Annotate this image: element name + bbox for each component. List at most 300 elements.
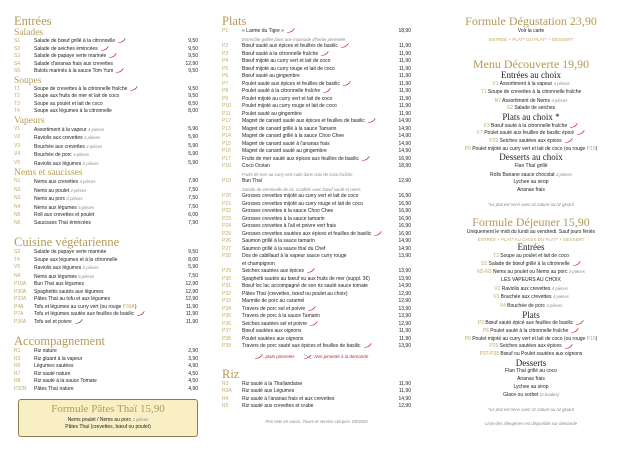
menu-item <box>14 86 198 94</box>
formule-item <box>425 123 637 131</box>
dish-name <box>242 118 387 126</box>
dish-name-text: Raviolis aux légumes <box>34 265 82 271</box>
dish-name-text: Soupe aux fruits de mer et lait de coco <box>34 93 120 99</box>
piece-count: 4 pièces <box>551 285 568 291</box>
menu-item <box>14 126 198 135</box>
menu-item <box>222 306 411 314</box>
dish-name <box>242 291 387 299</box>
dish-price: 13,90 <box>398 275 411 282</box>
dish-code: F7 <box>476 130 483 137</box>
dish-price: 11,90 <box>398 110 411 117</box>
section-heading: Cuisine végétarienne <box>14 235 120 249</box>
dish-code: P32A <box>14 296 27 302</box>
dish-name: Poulet mijoté au curry vert et lait de coco (ou rouge <box>472 335 587 342</box>
dish-code: P3 <box>222 50 229 57</box>
dish-name <box>34 134 174 143</box>
dish-name-text: Bœuf sautées aux oignons <box>242 328 302 334</box>
dish-name <box>34 53 174 61</box>
dish-code: P13 <box>222 125 231 132</box>
section-heading: Nems et saucisses <box>14 168 83 178</box>
chili-pepper-icon <box>115 68 124 73</box>
dish-description-text: Salade de vermicelle de riz, crudités avec bœuf sauté et nems <box>242 186 361 192</box>
dish-name-text: Bouchée aux crevettes <box>34 143 85 150</box>
dish-name <box>34 356 174 364</box>
dish-name-text: Bouchée de porc <box>34 152 72 158</box>
dish-price: 14,90 <box>398 283 411 289</box>
menu-item <box>14 178 198 187</box>
dish-name <box>34 386 174 394</box>
dish-price: 16,90 <box>398 200 411 207</box>
dish-name-text: Magret de canard sauté aux épices et feuilles de basilic <box>242 118 365 124</box>
dish-name <box>242 336 387 344</box>
section-heading: Entrées <box>14 14 52 28</box>
menu-item <box>222 231 411 239</box>
dish-price: 12,90 <box>398 298 411 304</box>
menu-item <box>14 356 198 364</box>
dish-code: P8 <box>222 88 229 94</box>
dish-price: 12,90 <box>398 320 411 327</box>
dish-code: T1 <box>14 85 20 92</box>
dish-name <box>34 178 174 187</box>
piece-count: 4 pièces <box>552 294 569 300</box>
dish-name <box>242 141 387 149</box>
dish-name-text: Riz gluant à la vapeur <box>34 355 83 362</box>
menu-item <box>14 289 198 297</box>
menu-column-right <box>425 14 637 434</box>
dish-price: 11,90 <box>398 328 411 334</box>
dish-code: T4 <box>14 256 20 263</box>
dish-code: P9 <box>464 335 471 342</box>
dish-code: N2 <box>14 186 21 193</box>
footnote: Liste des allergènes est disponible sur demande <box>485 421 577 427</box>
dish-code: S2 <box>14 45 21 52</box>
dish-code: N1 <box>14 178 21 184</box>
piece-count: 4 pièces <box>73 152 90 157</box>
piece-count: 4 pièces <box>87 126 104 132</box>
menu-item <box>222 223 411 231</box>
piece-count: 5 pièces <box>82 265 99 270</box>
dish-code: P32N <box>14 385 27 392</box>
dish-code: P18 <box>222 163 231 169</box>
menu-item <box>14 220 198 228</box>
menu-item <box>222 388 411 396</box>
dish-code: V3 <box>14 142 21 149</box>
formule-item <box>425 277 637 285</box>
dish-code: T1 <box>480 88 487 95</box>
dish-code: N4 <box>14 203 21 210</box>
dish-price: 12,90 <box>185 281 198 287</box>
dish-name <box>242 231 387 239</box>
dish-code: P4 <box>222 58 229 64</box>
dish-price: 12,90 <box>185 60 198 67</box>
dish-name-text: Pâtes Thaï au tofu et aux légumes <box>34 296 111 302</box>
menu-item <box>14 273 198 282</box>
menu-item <box>14 311 198 319</box>
dish-price: 18,90 <box>398 28 411 34</box>
dish-price: 8,50 <box>188 100 198 107</box>
dish-code: P20 <box>222 193 231 199</box>
menu-item <box>222 321 411 329</box>
dish-name <box>34 108 174 116</box>
menu-item <box>14 212 198 220</box>
menu-item <box>222 103 411 111</box>
dish-code: P27 <box>222 245 231 252</box>
menu-item <box>222 73 411 81</box>
dish-name <box>242 156 387 164</box>
dish-price: 12,90 <box>398 178 411 184</box>
dish-name-text: Tofu et légumes sautés aux feuilles de basilic <box>34 311 135 317</box>
dish-code: P30A <box>14 288 27 295</box>
course-heading: Desserts au choix <box>499 152 563 163</box>
dish-code: P39 <box>222 343 231 349</box>
dish-code: R4 <box>222 395 229 402</box>
menu-item <box>222 66 411 74</box>
formule-title: Formule Déjeuner 15,90 <box>472 214 590 229</box>
dish-name-text: Saucisses Thaï émincées <box>34 219 91 226</box>
dish-name: Raviolis aux crevettes <box>501 285 551 292</box>
dish-name-text: Grosses crevettes sautées aux épices et feuilles de basilic <box>242 230 372 237</box>
footnote: *Le plat est servi avec riz nature ou riz gluant <box>488 201 574 207</box>
dish-name-text: Bun Thaï <box>242 178 263 184</box>
dish-name <box>34 46 174 54</box>
menu-item <box>14 296 198 304</box>
menu-item <box>222 141 411 149</box>
dish-name: Soupe au poulet et lait de coco <box>500 252 569 259</box>
dish-name-continued <box>222 261 411 269</box>
menu-column-left <box>14 14 198 437</box>
dish-name-text: Nems aux crevettes <box>34 179 79 185</box>
dish-code: P36 <box>222 320 231 327</box>
dish-name <box>242 283 387 291</box>
chili-pepper-icon <box>575 320 584 325</box>
menu-item <box>14 160 198 169</box>
dish-name-text: Soupe au poulet et lait de coco <box>34 100 103 107</box>
dish-code: V5 <box>14 159 21 166</box>
menu-item <box>222 381 411 389</box>
menu-item <box>222 403 411 411</box>
menu-item <box>14 143 198 152</box>
formule-item <box>425 179 637 187</box>
dish-code: R3 <box>222 380 229 387</box>
dish-name <box>242 148 387 156</box>
dish-price: 14,90 <box>398 140 411 147</box>
dish-price: 13,90 <box>398 253 411 259</box>
dish-name <box>242 43 387 51</box>
dish-name-text: Poulet mijoté au curry rouge et lait de coco <box>242 103 337 109</box>
dish-name <box>242 126 387 134</box>
dish-code: P37-P38 <box>479 351 500 358</box>
dish-code: P19 <box>222 178 231 184</box>
formule-item <box>425 376 637 384</box>
dish-price: 9,50 <box>188 249 198 255</box>
menu-item <box>14 363 198 371</box>
menu-item <box>14 257 198 265</box>
dish-price: 16,90 <box>398 208 411 214</box>
dish-name <box>242 51 387 59</box>
dish-name <box>242 253 387 261</box>
menu-item <box>14 46 198 54</box>
formule-item <box>425 163 637 171</box>
menu-item <box>14 348 198 356</box>
dish-name-text: Légumes sautées <box>34 363 74 369</box>
dish-price: 14,90 <box>398 238 411 244</box>
menu-item <box>222 246 411 254</box>
piece-count: 4 pièces <box>551 97 568 103</box>
dish-code: P2 <box>222 43 229 49</box>
dish-price: 7,90 <box>188 219 198 226</box>
dish-code: P8 <box>482 327 489 334</box>
dish-name: Poulet mijoté au curry vert et lait de coco (ou rouge <box>472 145 587 152</box>
formule-composition: ENTRÉE + PLAT* AU CHOIX DU PLAT* + DESSERT <box>477 237 585 243</box>
menu-item <box>222 208 411 216</box>
dish-code: P2 <box>477 320 484 327</box>
course-heading: Desserts <box>515 357 547 368</box>
menu-item <box>222 201 411 209</box>
dish-code: P28 <box>222 253 231 259</box>
dish-name <box>242 133 387 141</box>
menu-item <box>14 371 198 379</box>
formule-item <box>425 187 637 195</box>
dish-price: 11,90 <box>398 388 411 394</box>
dish-price: 9,50 <box>188 68 198 74</box>
menu-item <box>14 38 198 46</box>
menu-item <box>14 195 198 204</box>
menu-column-middle <box>222 14 411 427</box>
dish-price: 16,90 <box>398 155 411 162</box>
dish-name-text: Soupe de crevettes à la citronnelle fraîche <box>34 85 128 92</box>
dish-name-text: Salade de papaye verte marinée <box>34 249 107 255</box>
dish-price: 4,50 <box>188 378 198 384</box>
dish-name-text: Salade de papaye verte marinée <box>34 53 107 59</box>
dish-price: 5,90 <box>188 264 198 270</box>
dish-name <box>242 178 387 186</box>
dish-code: P35 <box>222 313 231 319</box>
dish-code: P38 <box>222 335 231 342</box>
price-footnote: Prix nets en euros. Taxes et service compris. 05/2020 <box>265 418 368 424</box>
dish-price: 16,90 <box>398 215 411 222</box>
dish-code: P32 <box>222 290 231 297</box>
menu-item <box>222 96 411 104</box>
dish-code: R3A <box>222 388 232 394</box>
formule-item <box>425 28 637 36</box>
dish-code: P21 <box>222 200 231 207</box>
formule-item <box>425 80 637 89</box>
dish-name-text: Bœuf sauté à la citronnelle fraîche <box>242 50 319 57</box>
dish-name-text: Bœuf loc lac accompagné de son riz sauté sauce tomate <box>242 283 368 289</box>
dish-name <box>242 88 387 96</box>
dish-name-continued-text: et champignon <box>242 260 275 267</box>
dish-code: T2 <box>14 93 20 99</box>
dish-name-text: Riz sauté à la Thaïlandaise <box>242 380 303 387</box>
dish-code: P22 <box>222 208 231 214</box>
dish-name <box>34 151 174 160</box>
formule-item <box>425 343 637 351</box>
formule-item <box>425 171 637 180</box>
dish-price: 14,90 <box>398 118 411 124</box>
dish-name: Flan Thaï grillé au coco <box>505 368 557 375</box>
dish-name: Lychee au sirop <box>513 383 549 390</box>
chili-pepper-icon <box>570 328 579 333</box>
dish-price: 9,50 <box>188 38 198 44</box>
dish-name-text: Bulots marinés à la sauce Tom Yum <box>34 68 114 74</box>
dish-code: P25 <box>222 230 231 237</box>
spacer <box>425 43 637 55</box>
dish-name-text: Magret de canard sauté au gingembre <box>242 148 327 154</box>
dish-code: P9 <box>464 145 471 152</box>
dish-code: S2 <box>506 105 513 112</box>
formule-item <box>425 328 637 336</box>
dish-name: Assortiment de Nems <box>502 97 550 104</box>
formule-item <box>425 261 637 269</box>
dish-name <box>34 371 174 379</box>
dish-name-text: Poulet sauté aux épices et feuilles de basilic <box>242 80 340 87</box>
dish-name-text: Magret de canard sauté à l'ananas frais <box>242 140 330 147</box>
dish-name <box>242 381 387 389</box>
dish-name-text: Riz sauté aux Légumes <box>242 388 295 394</box>
dish-name <box>34 93 174 101</box>
dish-name: Soupe de crevettes à la citronnelle fraîche <box>487 88 582 95</box>
dish-code: S4 <box>14 60 21 67</box>
dish-name <box>34 319 174 327</box>
dish-code: S3 <box>14 249 21 255</box>
dish-name <box>242 321 387 329</box>
menu-item <box>222 268 411 276</box>
dish-name <box>34 264 174 273</box>
menu-item <box>14 108 198 116</box>
dish-code: P29 <box>489 343 499 350</box>
dish-price: 11,90 <box>398 335 411 342</box>
dish-code: R2 <box>14 355 21 362</box>
dish-name-text: Spaghetti sautés au bœuf ou aux fruits de mer (suppl. 3€) <box>242 275 370 282</box>
dish-name-text: Soupe aux légumes et à la citronnelle <box>34 256 118 263</box>
dish-price: 11,90 <box>185 303 198 310</box>
dish-ref-code: P30A <box>122 303 135 310</box>
piece-count: 4 pièces <box>79 179 96 184</box>
dish-name: LES VAPEURS AU CHOIX <box>501 276 561 283</box>
dish-ref-code: P10 <box>586 335 596 342</box>
dish-name-text: Raviolis aux crevettes <box>34 135 83 141</box>
dish-name-text: Travers de porc sel et poivre <box>242 305 306 312</box>
formule-item <box>425 130 637 138</box>
menu-item <box>14 61 198 69</box>
menu-item <box>222 28 411 36</box>
menu-item <box>222 216 411 224</box>
dish-price: 14,90 <box>398 133 411 139</box>
dish-price: 5,90 <box>188 142 198 149</box>
piece-count: 4 pièces <box>553 81 570 87</box>
piece-count: 3 pièces <box>132 417 149 422</box>
dish-price: 16,90 <box>398 193 411 199</box>
dish-code: P6 <box>222 73 229 79</box>
dish-name: Rolls Banane sauce chocolat <box>490 171 555 178</box>
dish-code: P10 <box>222 103 231 109</box>
dish-name <box>242 96 387 104</box>
dish-code: R7 <box>14 370 21 377</box>
menu-item <box>222 291 411 299</box>
menu-item <box>14 68 198 76</box>
dish-code: T3 <box>14 100 20 107</box>
menu-item <box>222 111 411 119</box>
dish-name-text: Travers de porc sauté aux épices et feuilles de basilic <box>242 343 361 349</box>
dish-name-text: Riz sauté à l'ananas frais et aux crevettes <box>242 395 335 402</box>
dish-name <box>242 306 387 314</box>
dish-description <box>222 186 411 194</box>
dish-name-text: Nems au poulet <box>34 187 70 194</box>
dish-name-text: Riz nature <box>34 348 57 354</box>
dish-name: Bouchée de porc <box>507 303 545 310</box>
dish-price: 8,00 <box>188 256 198 263</box>
dish-price: 7,50 <box>188 186 198 193</box>
dish-code: R5 <box>222 403 229 409</box>
formule-item <box>425 336 637 344</box>
dish-code: V4 <box>14 151 21 157</box>
dish-price: 16,90 <box>398 230 411 237</box>
dish-name <box>242 238 387 246</box>
dish-name <box>34 61 174 69</box>
dish-name: Salade de seiches <box>514 105 556 112</box>
piece-count: 4 pièces <box>546 303 563 309</box>
dish-name <box>242 403 387 411</box>
dish-name: Ananas frais <box>517 186 545 193</box>
dish-code: P7A <box>14 311 24 317</box>
dish-name-text: Magret de canard grillé à la sauce Choo Chee <box>242 133 345 139</box>
dish-name <box>242 276 387 284</box>
chili-pepper-icon <box>320 51 329 56</box>
dish-name-text: Salade de bœuf grillé à la citronnelle <box>34 38 116 44</box>
dish-code: S3 <box>14 53 21 59</box>
chili-pepper-icon <box>136 311 145 316</box>
piece-count: 4 pièces <box>66 196 83 201</box>
dish-name <box>242 73 387 81</box>
menu-item <box>14 304 198 312</box>
menu-item <box>14 93 198 101</box>
dish-name <box>242 103 387 111</box>
formule-line-text: Nems poulet / Nems au porc <box>67 417 131 423</box>
dish-code: P24 <box>222 223 231 229</box>
menu-item <box>14 319 198 327</box>
dish-code: P23 <box>222 215 231 222</box>
dish-name <box>34 249 174 257</box>
dish-name <box>34 304 174 312</box>
dish-name-tail: ) <box>595 335 598 342</box>
menu-item <box>222 313 411 321</box>
dish-name-text: Riz sauté nature <box>34 370 71 377</box>
dish-name-text: Bœuf sauté aux épices et feuilles de basilic <box>242 43 338 49</box>
menu-item <box>14 151 198 160</box>
chili-pepper-icon <box>361 156 370 161</box>
dish-price: 14,90 <box>398 125 411 132</box>
dish-name: Nems au poulet ou Nems au porc <box>492 269 568 276</box>
dish-price: 16,90 <box>398 223 411 229</box>
dish-code: P34 <box>222 305 231 312</box>
menu-item <box>14 204 198 213</box>
dish-price: 12,90 <box>398 290 411 297</box>
formule-item <box>425 368 637 376</box>
dish-price: 11,90 <box>398 80 411 87</box>
dish-name <box>34 378 174 386</box>
dish-code: V1 <box>14 125 21 132</box>
dish-description <box>222 171 411 179</box>
dish-name-text: Travers de porc à la sauce Tamarin <box>242 313 321 319</box>
dish-name-text: « Larme du Tigre » <box>242 28 284 34</box>
dish-name-text: Riz sauté aux crevettes et crabe <box>242 403 314 409</box>
menu-item <box>14 53 198 61</box>
chili-pepper-icon <box>306 268 315 273</box>
dish-name-text: Pâtes Thaï nature <box>34 385 74 392</box>
dish-price: 11,90 <box>398 103 411 109</box>
dish-code: V2 <box>14 134 21 140</box>
dish-name-text: Poulet sautées aux oignons <box>242 335 304 342</box>
